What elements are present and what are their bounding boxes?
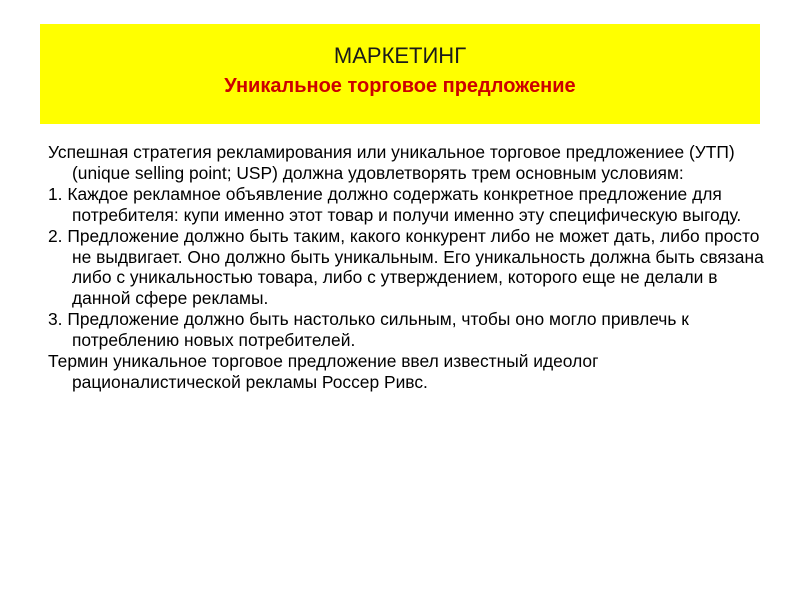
body-paragraph-conclusion: Термин уникальное торговое предложение ввел известный идеолог рационалистической рекламы Россер Ривс. — [48, 351, 599, 392]
slide-body — [48, 142, 770, 393]
body-paragraph-intro: Успешная стратегия рекламирования или уникальное торговое предложениее (УТП) (unique selling point; USP) должна удовлетворять трем основным условиям: — [48, 142, 735, 183]
slide-subtitle: Уникальное торговое предложение — [224, 75, 576, 97]
body-paragraph-condition-2: 2. Предложение должно быть таким, какого конкурент либо не может дать, либо просто не выдвигает. Оно должно быть уникальным. Его уникальность должна быть связана либо с уникальностью товара, либо с утверждением, которого еще не делали в данной сфере рекламы. — [48, 225, 764, 309]
body-paragraph-condition-1: 1. Каждое рекламное объявление должно содержать конкретное предложение для потребителя: купи именно этот товар и получи именно эту специфическую выгоду. — [48, 183, 742, 225]
body-paragraph-condition-3: 3. Предложение должно быть настолько сильным, чтобы оно могло привлечь к потреблению новых потребителей. — [48, 309, 689, 351]
title-banner — [40, 24, 760, 124]
slide-title: МАРКЕТИНГ — [333, 43, 467, 68]
